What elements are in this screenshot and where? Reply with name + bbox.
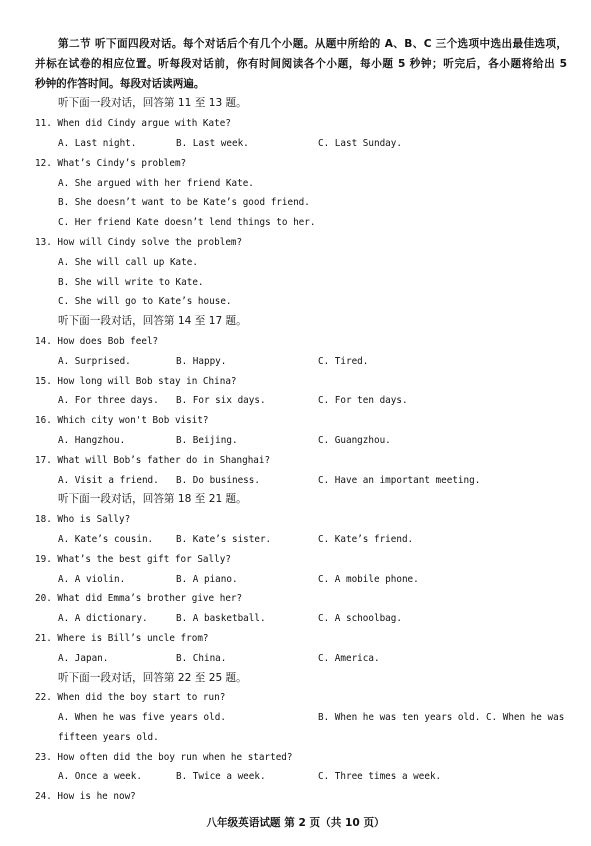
question-stem bbox=[35, 372, 237, 392]
question-18 bbox=[0, 510, 591, 530]
option-a: A. She will call up Kate. bbox=[58, 256, 198, 268]
question-stem bbox=[35, 688, 225, 708]
option-a: A. Visit a friend. bbox=[58, 474, 159, 486]
question-19 bbox=[0, 550, 591, 570]
option-c: C. Have an important meeting. bbox=[318, 474, 481, 486]
question-text: When did Cindy argue with Kate? bbox=[57, 118, 231, 130]
question-21 bbox=[0, 629, 591, 649]
question-text: Who is Sally? bbox=[57, 514, 131, 526]
option-b: B. Happy. bbox=[176, 355, 227, 367]
question-16-options bbox=[0, 431, 591, 451]
option-c: C. Her friend Kate doesn’t lend things to her. bbox=[58, 217, 316, 229]
question-13-option-b bbox=[0, 273, 591, 293]
question-number: 24. bbox=[35, 791, 52, 803]
option-a: A. A violin. bbox=[58, 573, 126, 585]
option-c: C. A schoolbag. bbox=[318, 613, 402, 625]
question-text: How long will Bob stay in China? bbox=[57, 375, 237, 387]
option-a: A. Japan. bbox=[58, 652, 109, 664]
question-text: What will Bob’s father do in Shanghai? bbox=[57, 454, 271, 466]
question-18-options bbox=[0, 530, 591, 550]
option-b: B. When he was ten years old. bbox=[318, 712, 481, 724]
question-17-options bbox=[0, 471, 591, 491]
question-stem bbox=[35, 154, 186, 174]
option-b: B. Kate’s sister. bbox=[176, 533, 272, 545]
option-a: A. For three days. bbox=[58, 395, 159, 407]
question-19-options bbox=[0, 570, 591, 590]
question-17 bbox=[0, 451, 591, 471]
question-text: What’s Cindy’s problem? bbox=[57, 157, 187, 169]
question-12-option-c bbox=[0, 213, 591, 233]
question-stem bbox=[35, 550, 231, 570]
option-b: B. For six days. bbox=[176, 395, 266, 407]
listening-section bbox=[0, 35, 591, 807]
question-number: 12. bbox=[35, 157, 52, 169]
question-23 bbox=[0, 748, 591, 768]
option-b: B. Do business. bbox=[176, 474, 260, 486]
question-number: 11. bbox=[35, 118, 52, 130]
option-b: B. Last week. bbox=[176, 137, 249, 149]
question-text: When did the boy start to run? bbox=[57, 692, 226, 704]
question-stem bbox=[35, 787, 136, 807]
question-text: What’s the best gift for Sally? bbox=[57, 553, 231, 565]
question-text: Where is Bill’s uncle from? bbox=[57, 632, 209, 644]
option-c: C. She will go to Kate’s house. bbox=[58, 296, 232, 308]
question-20 bbox=[0, 589, 591, 609]
question-24 bbox=[0, 787, 591, 807]
option-b: B. A piano. bbox=[176, 573, 238, 585]
option-b: B. Beijing. bbox=[176, 434, 238, 446]
question-number: 17. bbox=[35, 454, 52, 466]
question-text: What did Emma’s brother give her? bbox=[57, 593, 243, 605]
question-12 bbox=[0, 154, 591, 174]
option-c: C. A mobile phone. bbox=[318, 573, 419, 585]
question-14 bbox=[0, 332, 591, 352]
option-c: C. Kate’s friend. bbox=[318, 533, 414, 545]
question-13-option-a bbox=[0, 253, 591, 273]
question-text: How is he now? bbox=[57, 791, 136, 803]
question-22 bbox=[0, 688, 591, 708]
section-instructions-line-2: 并标在试卷的相应位置。听每段对话前，你有时间阅读各个小题，每小题 5 秒钟；听完后，各小题将给出 5 bbox=[35, 57, 567, 70]
question-number: 18. bbox=[35, 514, 52, 526]
option-a: A. Once a week. bbox=[58, 771, 142, 783]
question-number: 21. bbox=[35, 632, 52, 644]
option-a: A. Kate’s cousin. bbox=[58, 533, 154, 545]
question-11-options bbox=[0, 134, 591, 154]
question-15 bbox=[0, 372, 591, 392]
option-a: A. Surprised. bbox=[58, 355, 131, 367]
question-number: 20. bbox=[35, 593, 52, 605]
option-a: A. A dictionary. bbox=[58, 613, 148, 625]
question-stem bbox=[35, 233, 242, 253]
option-c: C. America. bbox=[318, 652, 380, 664]
page-footer: 八年级英语试题 第 2 页（共 10 页） bbox=[206, 817, 385, 829]
question-14-options bbox=[0, 352, 591, 372]
question-stem bbox=[35, 411, 209, 431]
option-b: B. Twice a week. bbox=[176, 771, 266, 783]
section-instructions-line-3: 秒钟的作答时间。每段对话读两遍。 bbox=[35, 77, 205, 90]
question-text: Which city won't Bob visit? bbox=[57, 415, 209, 427]
option-c: C. Last Sunday. bbox=[318, 137, 402, 149]
question-text: How often did the boy run when he started? bbox=[57, 751, 293, 763]
option-c: C. Tired. bbox=[318, 355, 369, 367]
question-12-option-a bbox=[0, 174, 591, 194]
option-b: B. She doesn’t want to be Kate’s good friend. bbox=[58, 197, 310, 209]
option-c: C. When he was fifteen years old. bbox=[58, 712, 565, 743]
question-11 bbox=[0, 114, 591, 134]
question-number: 23. bbox=[35, 751, 52, 763]
question-text: How will Cindy solve the problem? bbox=[57, 236, 243, 248]
question-13 bbox=[0, 233, 591, 253]
question-stem bbox=[35, 510, 130, 530]
dialogue-prompt-3: 听下面一段对话，回答第 18 至 21 题。 bbox=[58, 493, 247, 506]
option-c: C. For ten days. bbox=[318, 395, 408, 407]
question-stem bbox=[35, 451, 270, 471]
option-c: C. Guangzhou. bbox=[318, 434, 391, 446]
question-stem bbox=[35, 748, 293, 768]
question-stem bbox=[35, 629, 209, 649]
dialogue-prompt-4: 听下面一段对话，回答第 22 至 25 题。 bbox=[58, 671, 247, 684]
question-number: 16. bbox=[35, 415, 52, 427]
question-number: 22. bbox=[35, 692, 52, 704]
question-text: How does Bob feel? bbox=[57, 335, 159, 347]
question-23-options bbox=[0, 767, 591, 787]
question-number: 15. bbox=[35, 375, 52, 387]
question-20-options bbox=[0, 609, 591, 629]
question-15-options bbox=[0, 391, 591, 411]
option-a: A. When he was five years old. bbox=[58, 712, 226, 724]
dialogue-prompt-2: 听下面一段对话，回答第 14 至 17 题。 bbox=[58, 315, 247, 328]
question-stem bbox=[35, 332, 158, 352]
question-number: 14. bbox=[35, 335, 52, 347]
question-stem bbox=[35, 114, 231, 134]
option-a: A. She argued with her friend Kate. bbox=[58, 177, 254, 189]
question-number: 19. bbox=[35, 553, 52, 565]
option-c: C. Three times a week. bbox=[318, 771, 442, 783]
section-instructions-line-1: 第二节 听下面四段对话。每个对话后个有几个小题。从题中所给的 A、B、C 三个选项中选出最佳选项， bbox=[58, 38, 567, 50]
option-a: A. Last night. bbox=[58, 137, 137, 149]
option-b: B. A basketball. bbox=[176, 613, 266, 625]
question-21-options bbox=[0, 649, 591, 669]
question-number: 13. bbox=[35, 236, 52, 248]
option-a: A. Hangzhou. bbox=[58, 434, 126, 446]
question-16 bbox=[0, 411, 591, 431]
question-22-options bbox=[58, 708, 570, 748]
question-13-option-c bbox=[0, 292, 591, 312]
option-b: B. China. bbox=[176, 652, 227, 664]
question-stem bbox=[35, 589, 242, 609]
dialogue-prompt-1: 听下面一段对话，回答第 11 至 13 题。 bbox=[58, 97, 247, 110]
option-b: B. She will write to Kate. bbox=[58, 276, 204, 288]
question-12-option-b bbox=[0, 193, 591, 213]
